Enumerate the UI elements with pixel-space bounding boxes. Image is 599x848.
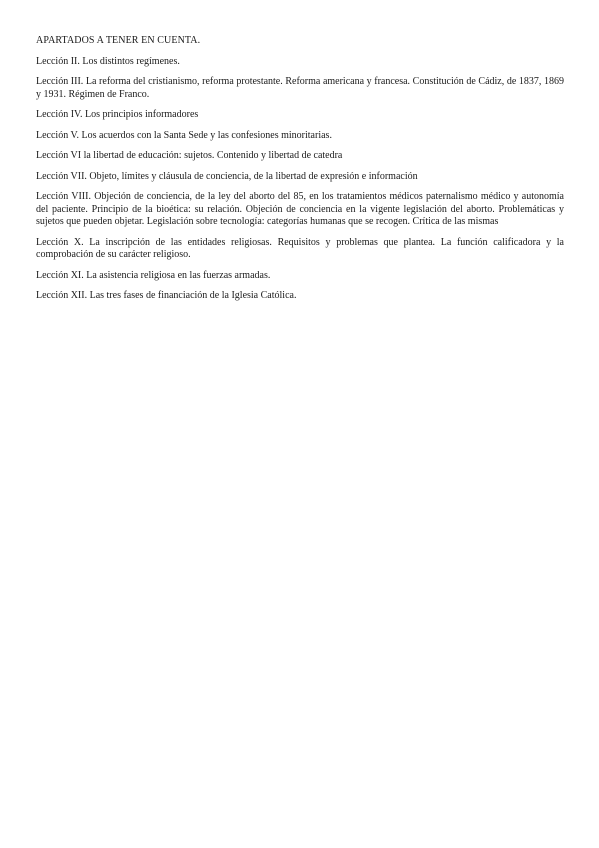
document-title: APARTADOS A TENER EN CUENTA.: [36, 35, 201, 46]
lesson-iii-paragraph: Lección III. La reforma del cristianismo, reforma protestante. Reforma americana y francesa. Constitución de Cádiz, de 1837, 1869 y 1931. Régimen de Franco.: [36, 76, 564, 100]
lesson-ii-paragraph: Lección II. Los distintos regímenes.: [36, 55, 180, 67]
lesson-iv-paragraph: Lección IV. Los principios informadores: [36, 109, 199, 120]
lesson-xi-paragraph: Lección XI. La asistencia religiosa en las fuerzas armadas.: [36, 269, 271, 281]
lesson-v-paragraph: Lección V. Los acuerdos con la Santa Sede y las confesiones minoritarias.: [36, 129, 332, 141]
lesson-vi-paragraph: Lección VI la libertad de educación: sujetos. Contenido y libertad de catedra: [36, 150, 343, 161]
lesson-viii-paragraph: Lección VIII. Objeción de conciencia, de la ley del aborto del 85, en los tratamientos médicos paternalismo médico y autonomía del paciente. Principio de la bioética: su relación. Objeción de conciencia en la vigente legislación del aborto. Problemáticas y sujetos que pueden objetar. Legislación sobre tecnología: categorías humanas que se recogen. Crítica de las mismas: [36, 191, 564, 227]
lesson-x-paragraph: Lección X. La inscripción de las entidades religiosas. Requisitos y problemas que plantea. La función calificadora y la comprobación de su carácter religioso.: [36, 236, 564, 260]
lesson-xii-paragraph: Lección XII. Las tres fases de financiación de la Iglesia Católica.: [36, 290, 297, 301]
lesson-vii-paragraph: Lección VII. Objeto, límites y cláusula de conciencia, de la libertad de expresión e información: [36, 170, 418, 182]
document-body: [36, 35, 564, 311]
